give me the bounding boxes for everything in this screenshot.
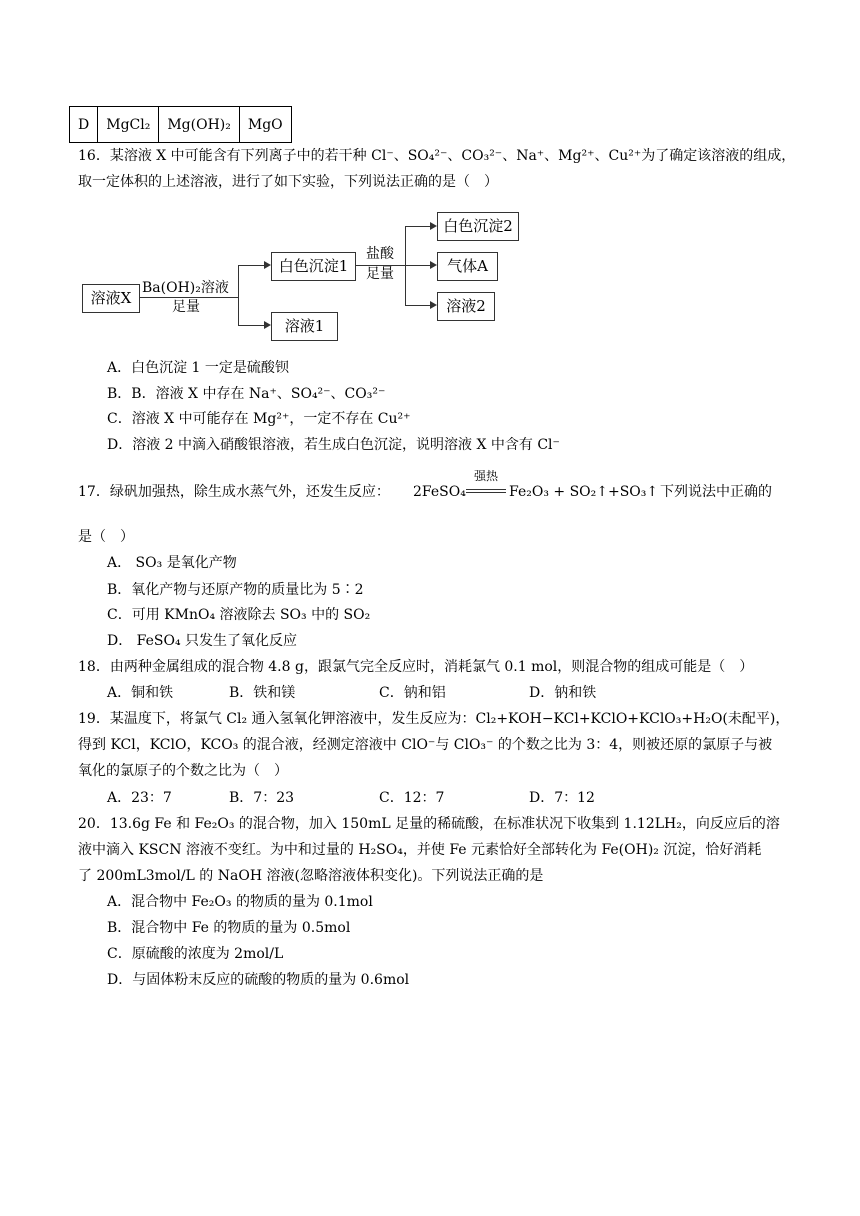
- arrow-head: [430, 222, 437, 230]
- box-solution-x: 溶液X: [82, 284, 140, 313]
- q18-option-d: D．钠和铁: [529, 685, 597, 701]
- q17-line1-end: 下列说法中正确的: [660, 484, 772, 500]
- q16-line2: 取一定体积的上述溶液，进行了如下实验，下列说法正确的是（ ）: [78, 174, 498, 190]
- q19-option-d: D．7：12: [529, 790, 595, 806]
- q18-option-b: B．铁和镁: [229, 685, 296, 701]
- arrow-line: [238, 325, 264, 326]
- q19-line3: 氧化的氯原子的个数之比为（ ）: [78, 763, 288, 779]
- branch-line: [238, 265, 239, 326]
- arrow-line: [139, 297, 238, 298]
- q18-option-c: C．钠和铝: [379, 685, 446, 701]
- box-solution-1: 溶液1: [271, 312, 338, 341]
- q20-option-b: B．混合物中 Fe 的物质的量为 0.5mol: [107, 920, 351, 936]
- box-gas-a: 气体A: [437, 252, 498, 281]
- arrow-head: [430, 301, 437, 309]
- q19-line2: 得到 KCl，KClO，KCO₃ 的混合液，经测定溶液中 ClO⁻与 ClO₃⁻ 的个数之比为 3：4，则被还原的氯原子与被: [78, 737, 773, 753]
- q20-option-a: A．混合物中 Fe₂O₃ 的物质的量为 0.1mol: [107, 894, 373, 910]
- reaction-condition: 强热: [474, 469, 499, 483]
- q20-option-c: C．原硫酸的浓度为 2mol/L: [107, 946, 284, 962]
- q20-line3: 了 200mL3mol/L 的 NaOH 溶液(忽略溶液体积变化)。下列说法正确的是: [78, 868, 544, 884]
- equals-line: [466, 489, 506, 490]
- q19-option-c: C．12：7: [379, 790, 445, 806]
- box-white-ppt-1: 白色沉淀1: [271, 252, 356, 281]
- q20-line2: 液中滴入 KSCN 溶液不变红。为中和过量的 H₂SO₄，并使 Fe 元素恰好全部转化为 Fe(OH)₂ 沉淀，恰好消耗: [78, 842, 762, 858]
- equals-line: [466, 492, 506, 493]
- q17-line1: 17．绿矾加强热，除生成水蒸气外，还发生反应：: [78, 484, 390, 500]
- reagent1-bottom: 足量: [172, 299, 200, 315]
- q16-line1: 16．某溶液 X 中可能含有下列离子中的若干种 Cl⁻、SO₄²⁻、CO₃²⁻、Na⁺、Mg²⁺、Cu²⁺为了确定该溶液的组成，: [78, 148, 796, 164]
- arrow-line: [405, 305, 430, 306]
- q20-line1: 20．13.6g Fe 和 Fe₂O₃ 的混合物，加入 150mL 足量的稀硫酸，在标准状况下收集到 1.12LH₂，向反应后的溶: [78, 816, 780, 832]
- q19-option-b: B．7：23: [229, 790, 295, 806]
- q18-option-a: A．铜和铁: [107, 685, 174, 701]
- q16-option-a: A．白色沉淀 1 一定是硫酸钡: [107, 360, 289, 376]
- table-cell: MgCl₂: [98, 107, 159, 143]
- q18-line1: 18．由两种金属组成的混合物 4.8 g，跟氯气完全反应时，消耗氯气 0.1 mol，则混合物的组成可能是（ ）: [78, 659, 754, 675]
- q17-option-a: A． SO₃ 是氧化产物: [107, 555, 237, 571]
- reagent2-bottom: 足量: [366, 266, 394, 282]
- q17-option-d: D． FeSO₄ 只发生了氧化反应: [107, 633, 298, 649]
- q16-option-d: D．溶液 2 中滴入硝酸银溶液，若生成白色沉淀，说明溶液 X 中含有 Cl⁻: [107, 437, 560, 453]
- table-cell: Mg(OH)₂: [159, 107, 240, 143]
- arrow-line: [405, 265, 430, 266]
- box-white-ppt-2: 白色沉淀2: [437, 212, 519, 241]
- arrow-head: [264, 321, 271, 329]
- q16-option-b: B．B．溶液 X 中存在 Na⁺、SO₄²⁻、CO₃²⁻: [107, 386, 386, 402]
- table-cell: MgO: [239, 107, 291, 143]
- q16-option-c: C．溶液 X 中可能存在 Mg²⁺，一定不存在 Cu²⁺: [107, 411, 411, 427]
- reagent2-top: 盐酸: [366, 246, 394, 262]
- q19-option-a: A．23：7: [107, 790, 172, 806]
- answer-table: [69, 106, 292, 143]
- arrow-head: [430, 261, 437, 269]
- q19-line1: 19．某温度下，将氯气 Cl₂ 通入氢氧化钾溶液中，发生反应为：Cl₂+KOH−KCl+KClO+KClO₃+H₂O(未配平)，: [78, 711, 790, 727]
- equation-right: Fe₂O₃ + SO₂↑+SO₃↑: [509, 484, 659, 500]
- table-cell: D: [70, 107, 98, 143]
- table-row: [70, 107, 292, 143]
- reagent1-top: Ba(OH)₂溶液: [142, 280, 229, 296]
- arrow-head: [264, 261, 271, 269]
- q20-option-d: D．与固体粉末反应的硫酸的物质的量为 0.6mol: [107, 972, 410, 988]
- q17-option-c: C．可用 KMnO₄ 溶液除去 SO₃ 中的 SO₂: [107, 607, 371, 623]
- q17-option-b: B．氧化产物与还原产物的质量比为 5∶2: [107, 582, 364, 598]
- branch-line: [405, 226, 406, 306]
- arrow-line: [355, 265, 405, 266]
- box-solution-2: 溶液2: [437, 292, 495, 321]
- arrow-line: [405, 226, 430, 227]
- arrow-line: [238, 265, 264, 266]
- q17-line2: 是（ ）: [78, 529, 134, 545]
- equation-left: 2FeSO₄: [413, 484, 466, 500]
